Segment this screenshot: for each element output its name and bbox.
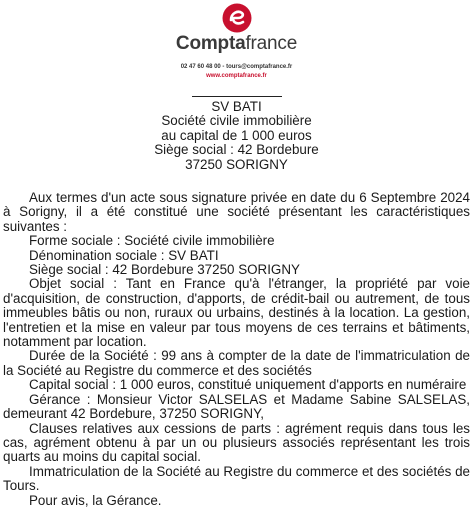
company-city: 37250 SORIGNY xyxy=(185,156,288,172)
brand-suffix: france xyxy=(245,33,298,54)
paragraph-registration: Immatriculation de la Société au Registre du commerce et des sociétés de Tours. xyxy=(3,463,470,494)
brand-name xyxy=(0,33,473,55)
separator-rule xyxy=(192,96,282,97)
paragraph-intro: Aux termes d'un acte sous signature privée en date du 6 Septembre 2024 à Sorigny, il a été constitué une société présentant les caractéristiques suivantes : xyxy=(3,190,470,234)
paragraph-signature: Pour avis, la Gérance. xyxy=(29,492,162,508)
legal-notice-body xyxy=(3,191,470,508)
company-title-block xyxy=(0,100,473,172)
website-link[interactable]: www.comptafrance.fr xyxy=(206,73,267,79)
company-capital: au capital de 1 000 euros xyxy=(161,127,312,143)
brand-main: Compta xyxy=(175,33,246,54)
company-name: SV BATI xyxy=(211,99,262,114)
company-type: Société civile immobilière xyxy=(161,113,312,129)
contact-line: 02 47 60 48 00 - tours@comptafrance.fr xyxy=(180,64,293,70)
paragraph-seat: Siège social : 42 Bordebure 37250 SORIGNY xyxy=(29,262,300,278)
company-seat: Siège social : 42 Bordebure xyxy=(154,142,319,158)
paragraph-capital: Capital social : 1 000 euros, constitué uniquement d'apports en numéraire xyxy=(29,377,467,393)
paragraph-management: Gérance : Monsieur Victor SALSELAS et Madame Sabine SALSELAS, demeurant 42 Bordebure, 37250 SORIGNY, xyxy=(3,391,470,422)
comptafrance-logo-icon xyxy=(222,3,252,33)
paragraph-object: Objet social : Tant en France qu'à l'étranger, la propriété par voie d'acquisition, de construction, d'apports, de crédit-bail ou autrement, de tous immeubles bâtis ou non, ruraux ou urbains, destinés à la location. La gestion, l'entretien et la mise en valeur par tous moyens de ces terrains et bâtiments, notamment par location. xyxy=(3,276,470,350)
paragraph-duration: Durée de la Société : 99 ans à compter de la date de l'immatriculation de la Société au Registre du commerce et des sociétés xyxy=(3,348,470,378)
paragraph-denomination: Dénomination sociale : SV BATI xyxy=(29,247,219,263)
paragraph-form: Forme sociale : Société civile immobilière xyxy=(29,233,275,249)
paragraph-transfer-clauses: Clauses relatives aux cessions de parts : agrément requis dans tous les cas, agrément obtenu à par un ou plusieurs associés représentant les trois quarts au moins du capital social. xyxy=(3,420,470,465)
